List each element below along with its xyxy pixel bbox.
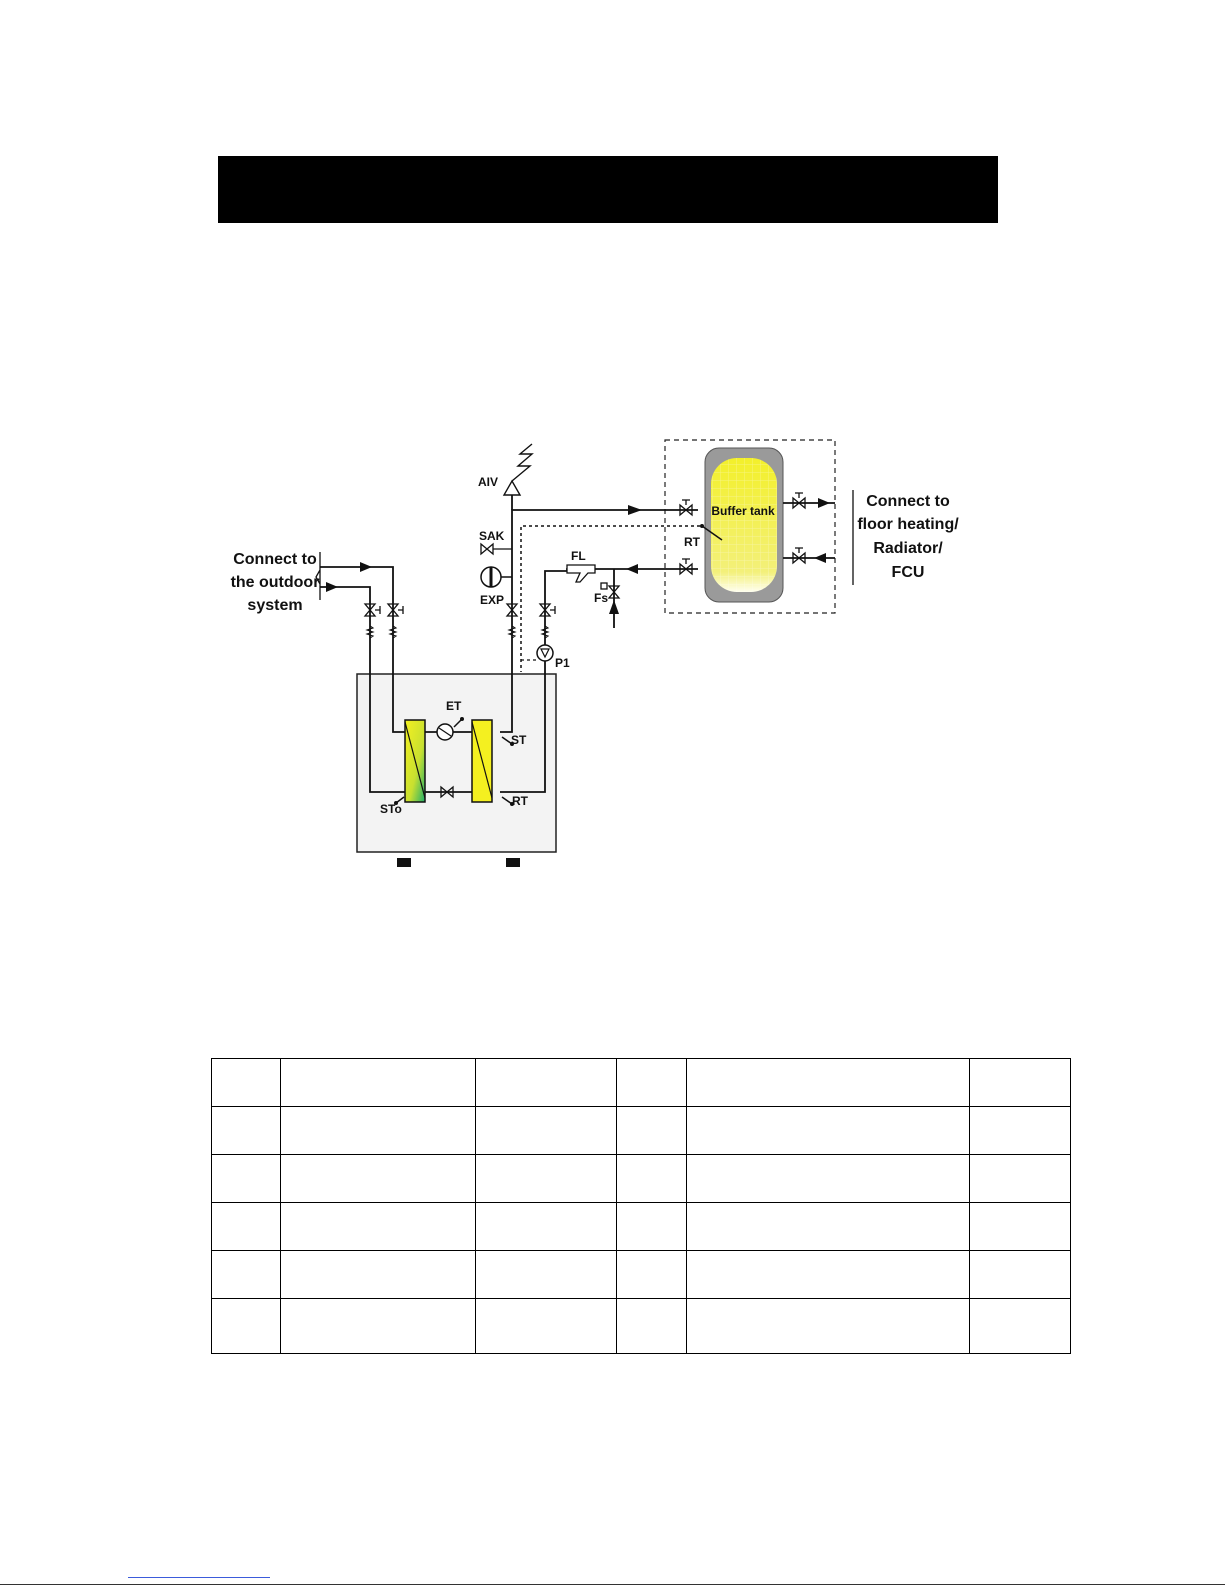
label-connect-outdoor-1: Connect to: [233, 551, 317, 568]
table-cell: [970, 1059, 1071, 1107]
label-connect-floor-3: Radiator/: [873, 540, 943, 557]
arrow-floor-out: [818, 498, 830, 508]
legend-table: [211, 1058, 1071, 1354]
table-cell: [476, 1155, 617, 1203]
label-connect-outdoor-2: the outdoor: [230, 574, 320, 591]
arrow-supply: [628, 505, 642, 515]
label-connect-floor-2: floor heating/: [857, 516, 959, 533]
valve-outdoor-2: [388, 604, 403, 616]
valve-outdoor-1: [365, 604, 380, 616]
pump-icon: [537, 645, 553, 661]
table-cell: [281, 1107, 476, 1155]
label-p1: P1: [555, 656, 570, 670]
table-cell: [212, 1299, 281, 1354]
table-cell: [617, 1059, 687, 1107]
sak-valve-icon: [481, 544, 512, 554]
label-aiv: AIV: [478, 475, 499, 489]
table-cell: [212, 1107, 281, 1155]
label-st: ST: [511, 733, 527, 747]
arrow-floor-in: [814, 553, 826, 563]
expansion-vessel-icon: [481, 567, 512, 587]
table-cell: [617, 1155, 687, 1203]
table-cell: [970, 1203, 1071, 1251]
table-cell: [617, 1251, 687, 1299]
buffer-tank: [705, 448, 783, 602]
label-et: ET: [446, 699, 462, 713]
heat-exchanger-1: [405, 720, 425, 802]
table-cell: [212, 1155, 281, 1203]
table-cell: [687, 1155, 970, 1203]
footer-link-underline: [128, 1577, 270, 1578]
table-cell: [617, 1203, 687, 1251]
table-cell: [687, 1107, 970, 1155]
table-cell: [617, 1107, 687, 1155]
table-cell: [212, 1059, 281, 1107]
arrow-return: [626, 564, 638, 574]
table-cell: [476, 1251, 617, 1299]
label-sak: SAK: [479, 529, 505, 543]
table-cell: [476, 1299, 617, 1354]
arrow-outdoor-in: [360, 562, 372, 572]
label-rt-tank: RT: [684, 535, 700, 549]
label-connect-outdoor-3: system: [247, 597, 303, 614]
table-cell: [212, 1251, 281, 1299]
unit-foot-right: [506, 858, 520, 867]
table-cell: [970, 1299, 1071, 1354]
label-rt-unit: RT: [512, 794, 528, 808]
arrow-fs: [609, 600, 619, 614]
compressor-icon: [437, 724, 453, 740]
table-row: [212, 1299, 1071, 1354]
filter-icon: [567, 565, 595, 582]
label-connect-floor-4: FCU: [891, 564, 925, 581]
table-row: [212, 1155, 1071, 1203]
table-cell: [687, 1299, 970, 1354]
table-cell: [281, 1299, 476, 1354]
valve-tank-in-bottom: [680, 559, 692, 574]
air-vent-icon: [504, 444, 532, 495]
heat-exchanger-2: [472, 720, 492, 802]
table-cell: [281, 1203, 476, 1251]
table-cell: [212, 1203, 281, 1251]
table-row: [212, 1203, 1071, 1251]
table-cell: [687, 1059, 970, 1107]
valve-floor-top: [793, 493, 805, 508]
label-exp: EXP: [480, 593, 505, 607]
table-cell: [687, 1203, 970, 1251]
table-cell: [476, 1107, 617, 1155]
label-connect-floor-1: Connect to: [866, 493, 950, 510]
table-cell: [970, 1251, 1071, 1299]
table-cell: [970, 1107, 1071, 1155]
table-cell: [476, 1203, 617, 1251]
table-cell: [281, 1155, 476, 1203]
valve-floor-bottom: [793, 548, 805, 563]
valve-tank-in-top: [680, 500, 692, 515]
label-fs: Fs: [594, 591, 609, 605]
label-buffer-tank: Buffer tank: [711, 504, 775, 518]
valve-return: [540, 604, 555, 616]
table-cell: [687, 1251, 970, 1299]
label-fl: FL: [571, 549, 586, 563]
table-cell: [970, 1155, 1071, 1203]
table-cell: [617, 1299, 687, 1354]
table-row: [212, 1059, 1071, 1107]
table-cell: [476, 1059, 617, 1107]
table-row: [212, 1251, 1071, 1299]
table-cell: [281, 1251, 476, 1299]
table-row: [212, 1107, 1071, 1155]
label-sto: STo: [380, 802, 402, 816]
pipe-return-line: [545, 569, 698, 645]
unit-foot-left: [397, 858, 411, 867]
table-cell: [281, 1059, 476, 1107]
arrow-outdoor-out: [326, 582, 338, 592]
